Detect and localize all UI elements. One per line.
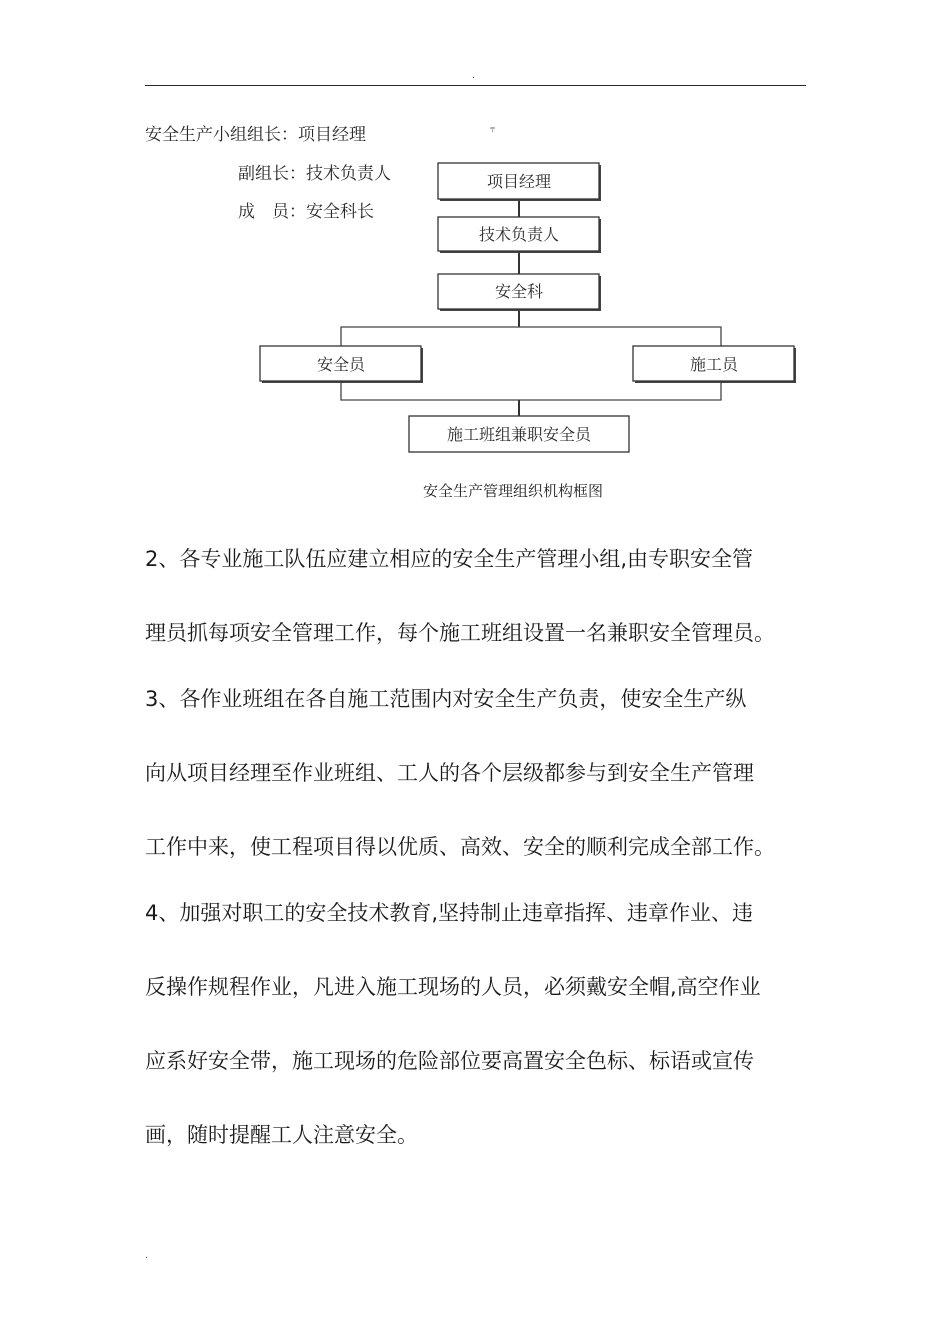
paragraph-2: [145, 522, 815, 670]
node-safety-department: [438, 274, 601, 311]
paragraph-4: [145, 876, 815, 1172]
node-technical-lead: [438, 217, 601, 253]
paragraph-3: [145, 662, 815, 884]
node-team-safety-officer: [409, 416, 629, 452]
node-technical-lead-label: 技术负责人: [478, 225, 560, 244]
tiny-mark: 〒: [489, 126, 496, 134]
node-safety-department-label: 安全科: [494, 282, 544, 301]
paragraph-line: 2、各专业施工队伍应建立相应的安全生产管理小组,由专职安全管: [145, 547, 754, 571]
leader-line: 安全生产小组组长：项目经理: [145, 125, 366, 145]
node-team-safety-officer-label: 施工班组兼职安全员: [446, 425, 592, 444]
node-project-manager-label: 项目经理: [486, 172, 552, 191]
org-chart-caption: [0, 480, 950, 501]
node-constructor: [633, 346, 796, 383]
paragraph-line: 向从项目经理至作业班组、工人的各个层级都参与到安全生产管理: [145, 761, 754, 785]
paragraph-line: 应系好安全带，施工现场的危险部位要高置安全色标、标语或宣传: [145, 1049, 754, 1073]
node-safety-officer: [260, 346, 423, 383]
org-chart-caption-text: 安全生产管理组织机构框图: [422, 482, 603, 500]
node-constructor-label: 施工员: [689, 355, 739, 374]
paragraph-line: 反操作规程作业，凡进入施工现场的人员，必须戴安全帽,高空作业: [145, 975, 761, 999]
deputy-line: 副组长：技术负责人: [238, 164, 391, 184]
node-safety-officer-label: 安全员: [316, 355, 366, 374]
org-chart: [0, 0, 950, 520]
header-dot: .: [472, 71, 475, 81]
paragraph-line: 4、加强对职工的安全技术教育,坚持制止违章指挥、违章作业、违: [145, 901, 754, 925]
footer-dot: .: [145, 1251, 148, 1261]
node-project-manager: [438, 163, 601, 201]
branch-top: [341, 327, 721, 346]
paragraph-line: 工作中来，使工程项目得以优质、高效、安全的顺利完成全部工作。: [145, 835, 775, 859]
branch-bottom: [341, 382, 721, 400]
paragraph-line: 理员抓每项安全管理工作，每个施工班组设置一名兼职安全管理员。: [145, 621, 775, 645]
paragraph-line: 3、各作业班组在各自施工范围内对安全生产负责，使安全生产纵: [145, 687, 747, 711]
paragraph-line: 画，随时提醒工人注意安全。: [145, 1123, 418, 1147]
members-line: 成 员：安全科长: [238, 202, 374, 222]
